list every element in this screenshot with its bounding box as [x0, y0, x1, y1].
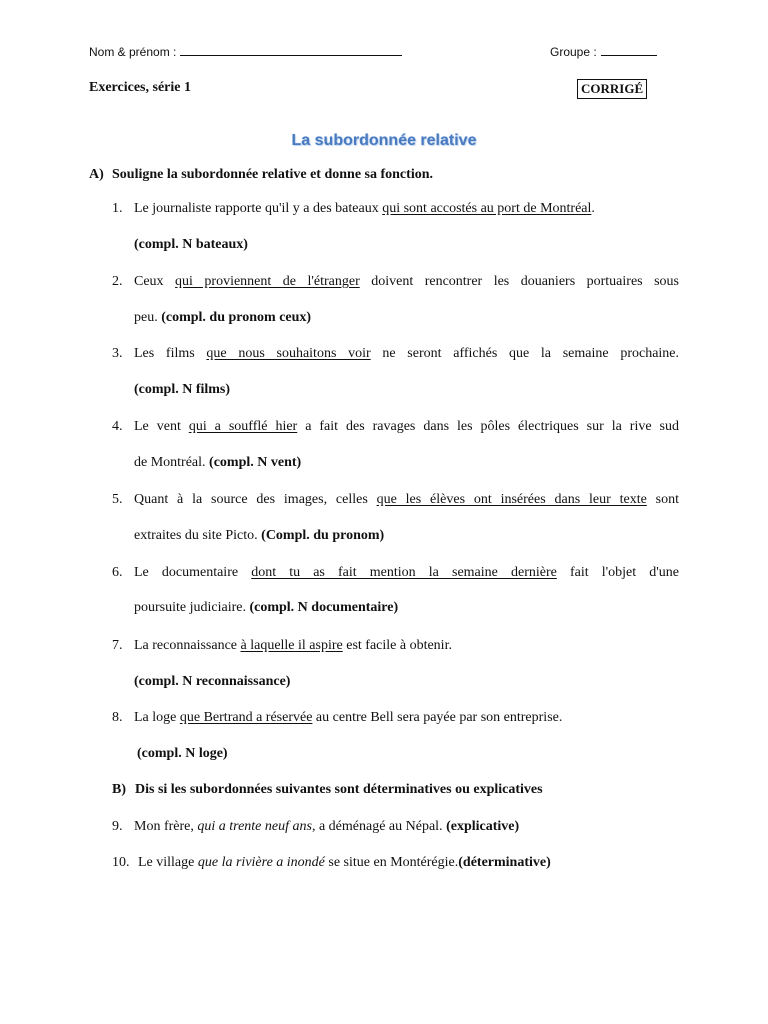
- item-number: 1.: [112, 201, 123, 216]
- item-sentence: Le village que la rivière a inondé se situe en Montérégie.(déterminative): [138, 855, 551, 870]
- item-number: 5.: [112, 492, 123, 507]
- group-field[interactable]: [550, 44, 657, 59]
- answer-function: (Compl. du pronom): [261, 528, 385, 543]
- page-title: La subordonnée relative: [291, 132, 477, 149]
- section-b-heading: [112, 782, 543, 798]
- name-field[interactable]: [89, 44, 402, 59]
- answer-type: (explicative): [446, 819, 520, 834]
- answer-function: (compl. N films): [134, 382, 231, 397]
- series-heading: Exercices, série 1: [89, 80, 191, 95]
- section-a-instruction: Souligne la subordonnée relative et donne sa fonction.: [112, 167, 433, 182]
- relative-clause: que les élèves ont insérées dans leur texte: [376, 492, 647, 507]
- answer-function: (compl. du pronom ceux): [161, 310, 312, 325]
- item-answer: [137, 746, 682, 762]
- relative-clause: qui sont accostés au port de Montréal: [382, 201, 592, 216]
- section-a-label: A): [89, 167, 104, 182]
- item-sentence: Le documentaire dont tu as fait mention la semaine dernière fait l'objet d'une: [134, 565, 680, 580]
- item-number: 3.: [112, 346, 123, 361]
- item-answer: [134, 674, 679, 690]
- item-number: 8.: [112, 710, 123, 725]
- item-number: 9.: [112, 819, 123, 834]
- name-label: Nom & prénom :: [89, 45, 177, 59]
- answer-function: (compl. N loge): [137, 746, 228, 761]
- item-sentence: Le journaliste rapporte qu'il y a des bateaux qui sont accostés au port de Montréal.: [134, 201, 595, 216]
- item-sentence: Ceux qui proviennent de l'étranger doivent rencontrer les douaniers portuaires sous: [134, 274, 679, 289]
- item-number: 10.: [112, 855, 130, 870]
- item-answer: peu. (compl. du pronom ceux): [134, 310, 312, 325]
- name-blank-line[interactable]: [180, 44, 402, 56]
- relative-clause: qui proviennent de l'étranger: [175, 274, 360, 289]
- relative-clause: qui a trente neuf ans: [197, 819, 312, 834]
- relative-clause: que nous souhaitons voir: [206, 346, 371, 361]
- item-answer: extraites du site Picto. (Compl. du pronom): [134, 528, 385, 543]
- item-sentence: La loge que Bertrand a réservée au centre Bell sera payée par son entreprise.: [134, 710, 563, 725]
- item-answer: [134, 237, 679, 253]
- item-number: 7.: [112, 638, 123, 653]
- relative-clause: que Bertrand a réservée: [179, 710, 313, 725]
- relative-clause: dont tu as fait mention la semaine dernière: [251, 565, 557, 580]
- item-sentence: Le vent qui a soufflé hier a fait des ravages dans les pôles électriques sur la rive sud: [134, 419, 679, 434]
- relative-clause: à laquelle il aspire: [240, 638, 343, 653]
- answer-function: (compl. N documentaire): [249, 600, 399, 615]
- relative-clause: qui a soufflé hier: [188, 419, 298, 434]
- group-label: Groupe :: [550, 45, 597, 59]
- relative-clause: que la rivière a inondé: [197, 855, 325, 870]
- item-answer: poursuite judiciaire. (compl. N documentaire): [134, 600, 399, 615]
- corrige-badge: CORRIGÉ: [577, 79, 647, 99]
- item-sentence: Quant à la source des images, celles que les élèves ont insérées dans leur texte sont: [134, 492, 680, 507]
- section-a-heading: [89, 167, 433, 183]
- answer-function: (compl. N bateaux): [134, 237, 248, 252]
- answer-type: (déterminative): [458, 855, 551, 870]
- group-blank-line[interactable]: [601, 44, 657, 56]
- item-sentence: Mon frère, qui a trente neuf ans, a déménagé au Népal. (explicative): [134, 819, 520, 834]
- item-sentence: Les films que nous souhaitons voir ne seront affichés que la semaine prochaine.: [134, 346, 680, 361]
- item-sentence: La reconnaissance à laquelle il aspire est facile à obtenir.: [134, 638, 452, 653]
- answer-function: (compl. N vent): [209, 455, 302, 470]
- item-answer: [134, 382, 679, 398]
- item-answer: de Montréal. (compl. N vent): [134, 455, 302, 470]
- answer-function: (compl. N reconnaissance): [134, 674, 291, 689]
- section-b-label: B): [112, 782, 126, 797]
- item-number: 6.: [112, 565, 123, 580]
- item-number: 2.: [112, 274, 123, 289]
- item-number: 4.: [112, 419, 123, 434]
- section-b-instruction: Dis si les subordonnées suivantes sont déterminatives ou explicatives: [135, 782, 543, 797]
